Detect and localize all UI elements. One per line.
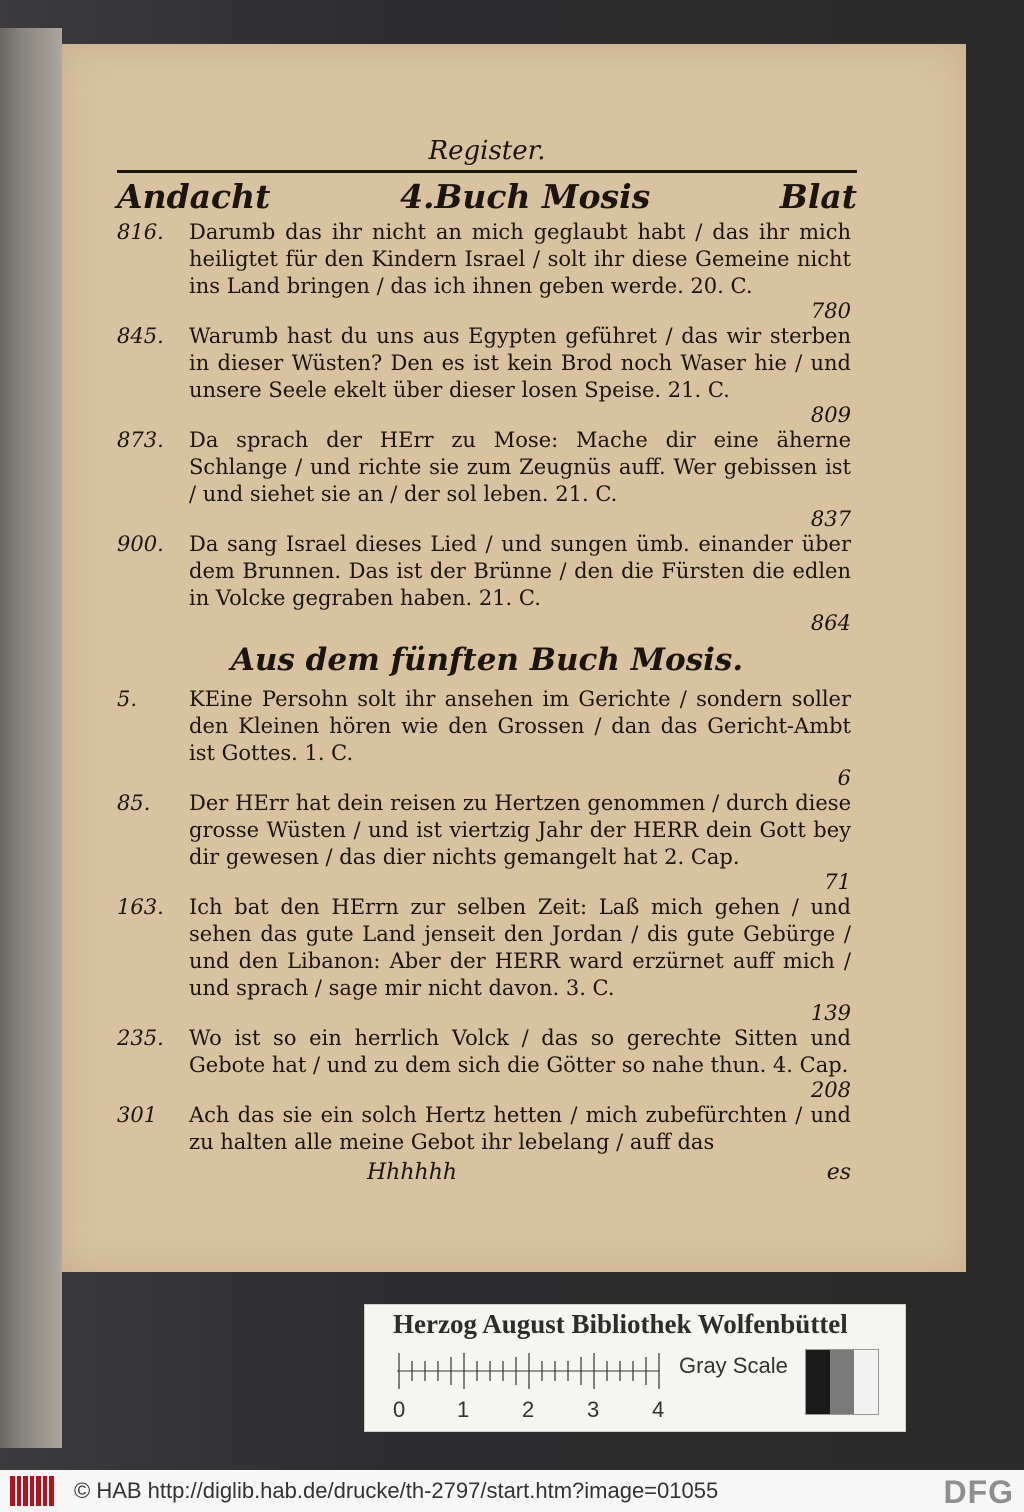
entry-page: 208 [810, 1078, 851, 1102]
entry-text: Wo ist so ein herrlich Volck / das so gerechte Sitten und Gebote hat / und zu dem sich die Götter so nahe thun. 4. Cap. 208 [189, 1026, 851, 1102]
gray-scale-swatch [805, 1349, 879, 1415]
entry-number: 235. [117, 1026, 164, 1050]
scale-digit-2: 2 [522, 1397, 535, 1422]
swatch-white [854, 1350, 878, 1414]
entry-number: 900. [117, 532, 164, 556]
list-item [117, 219, 857, 322]
list-item [117, 323, 857, 426]
entry-page: 71 [824, 870, 851, 894]
entry-text: Der HErr hat dein reisen zu Hertzen genommen / durch diese grosse Wüsten / und ist viertzig Jahr der HERR dein Gott bey dir gewesen / das dier nichts gemangelt hat 2. Cap. 71 [189, 791, 851, 894]
entries-fifth-book [117, 686, 857, 1156]
scale-digit-1: 1 [457, 1397, 470, 1422]
list-item [117, 531, 857, 634]
swatch-black [806, 1350, 830, 1414]
catchword: es [826, 1160, 851, 1185]
swatch-gray [830, 1350, 854, 1414]
dfg-logo: DFG [943, 1474, 1014, 1510]
entry-number: 5. [117, 687, 138, 711]
list-item [117, 894, 857, 1024]
entry-number: 85. [117, 791, 151, 815]
list-item [117, 686, 857, 789]
previous-page-edge [0, 28, 62, 1448]
entry-number: 845. [117, 324, 164, 348]
entry-page: 864 [810, 611, 851, 635]
entry-page: 139 [810, 1001, 851, 1025]
entry-number: 301 [117, 1103, 158, 1127]
list-item [117, 1102, 857, 1156]
gray-scale-label: Gray Scale [679, 1353, 788, 1378]
entry-text: Warumb hast du uns aus Egypten geführet / das wir sterben in dieser Wüsten? Den es ist kein Brod noch Waser hie / und unsere Seele ekelt über dieser losen Speise. 21. C. 809 [189, 324, 851, 427]
running-title: Register. [428, 136, 546, 166]
section-heading: Aus dem fünften Buch Mosis. [230, 642, 744, 678]
entry-number: 163. [117, 895, 164, 919]
header-right: Blat [779, 177, 857, 216]
header-center: 4.Buch Mosis [400, 177, 651, 216]
scale-digit-4: 4 [652, 1397, 665, 1422]
entry-text: KEine Persohn solt ihr ansehen im Gerichte / sondern soller den Kleinen hören wie den Grossen / dan das Gericht-Ambt ist Gottes. 1. C. 6 [189, 687, 851, 790]
entry-text: Da sang Israel dieses Lied / und sungen ümb. einander über dem Brunnen. Das ist der Brünne / den die Fürsten die edlen in Volcke gegraben haben. 21. C. 864 [189, 532, 851, 635]
viewer-footer [0, 1470, 1024, 1512]
entry-page: 837 [810, 507, 851, 531]
entry-text: Ich bat den HErrn zur selben Zeit: Laß mich gehen / und sehen das gute Land jenseit den Jordan / dis gute Gebürge / und den Libanon: Aber der HERR ward erzürnet auff mich / und sprach / sage mir nicht davon. 3. C. 139 [189, 895, 851, 1025]
scale-digit-3: 3 [587, 1397, 600, 1422]
library-name: Herzog August Bibliothek Wolfenbüttel [393, 1309, 848, 1339]
entry-page: 809 [810, 403, 851, 427]
entry-text: Ach das sie ein solch Hertz hetten / mich zubefürchten / und zu halten alle meine Gebot ihr lebelang / auff das [189, 1103, 851, 1154]
entry-text: Darumb das ihr nicht an mich geglaubt habt / das ihr mich heiligtet für den Kindern Israel / solt ihr diese Gemeine nicht ins Land bringen / das ich ihnen geben werde. 20. C. 780 [189, 220, 851, 323]
header-left: Andacht [117, 177, 271, 216]
entry-number: 873. [117, 428, 164, 452]
measurement-ruler [397, 1351, 667, 1391]
page-content [117, 134, 857, 1214]
copyright-link[interactable]: © HAB http://diglib.hab.de/drucke/th-2797/start.htm?image=01055 [74, 1478, 719, 1503]
list-item [117, 427, 857, 530]
column-header [117, 177, 857, 217]
header-rule [117, 170, 857, 173]
signature-line [117, 1160, 857, 1185]
entries-fourth-book [117, 219, 857, 634]
entry-page: 780 [810, 299, 851, 323]
entry-text: Da sprach der HErr zu Mose: Mache dir eine äherne Schlange / und richte sie zum Zeugnüs auff. Wer gebissen ist / und siehet sie an / der sol leben. 21. C. 837 [189, 428, 851, 531]
entry-number: 816. [117, 220, 164, 244]
hab-logo-icon [10, 1476, 54, 1506]
color-target-card [364, 1304, 906, 1432]
list-item [117, 790, 857, 893]
signature-mark: Hhhhhh [367, 1160, 458, 1185]
scale-digit-0: 0 [393, 1397, 406, 1422]
list-item [117, 1025, 857, 1101]
book-page [62, 44, 966, 1272]
entry-page: 6 [837, 766, 851, 790]
